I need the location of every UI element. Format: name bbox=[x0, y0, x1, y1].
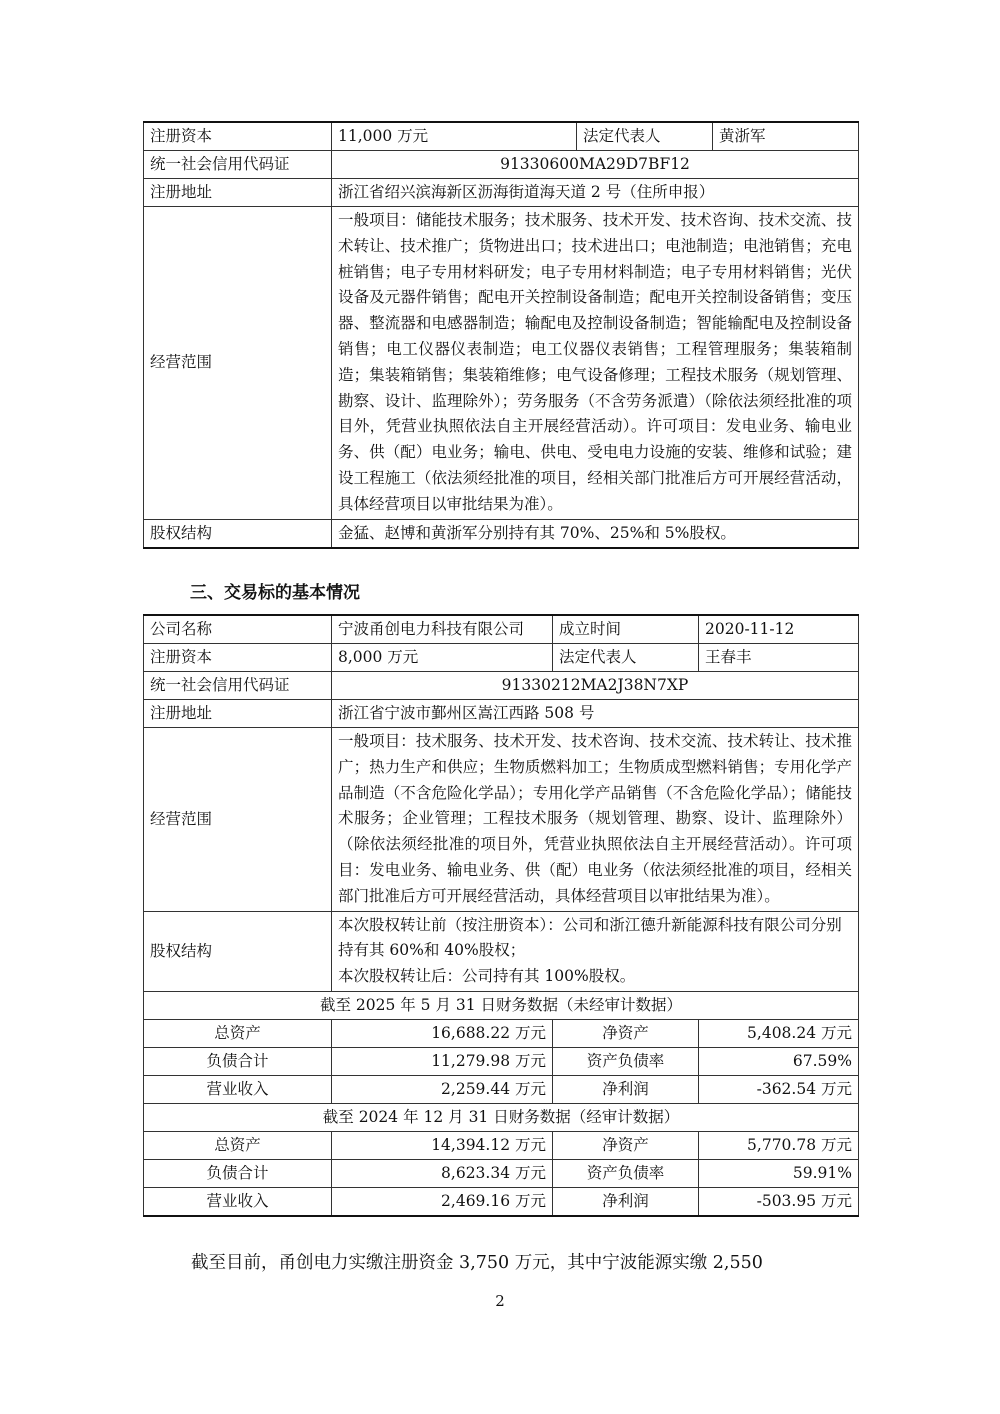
table-row bbox=[144, 122, 859, 151]
equity-label: 股权结构 bbox=[144, 911, 332, 991]
liabilities-value: 8,623.34 万元 bbox=[332, 1159, 553, 1187]
table-row bbox=[144, 519, 859, 548]
net-assets-label: 净资产 bbox=[553, 1131, 699, 1159]
total-assets-label: 总资产 bbox=[144, 1131, 332, 1159]
table-row bbox=[144, 1019, 859, 1047]
reg-capital-label: 注册资本 bbox=[144, 644, 332, 672]
net-assets-value: 5,408.24 万元 bbox=[699, 1019, 859, 1047]
address-value: 浙江省宁波市鄞州区嵩江西路 508 号 bbox=[332, 700, 859, 728]
revenue-value: 2,259.44 万元 bbox=[332, 1075, 553, 1103]
liabilities-label: 负债合计 bbox=[144, 1047, 332, 1075]
equity-value: 金猛、赵博和黄浙军分别持有其 70%、25%和 5%股权。 bbox=[332, 519, 859, 548]
address-value: 浙江省绍兴滨海新区沥海街道海天道 2 号（住所申报） bbox=[332, 179, 859, 207]
net-assets-label: 净资产 bbox=[553, 1019, 699, 1047]
ratio-label: 资产负债率 bbox=[553, 1047, 699, 1075]
table-row bbox=[144, 700, 859, 728]
net-assets-value: 5,770.78 万元 bbox=[699, 1131, 859, 1159]
table-row bbox=[144, 644, 859, 672]
revenue-label: 营业收入 bbox=[144, 1187, 332, 1216]
net-profit-label: 净利润 bbox=[553, 1075, 699, 1103]
ratio-value: 67.59% bbox=[699, 1047, 859, 1075]
ratio-value: 59.91% bbox=[699, 1159, 859, 1187]
founded-label: 成立时间 bbox=[553, 615, 699, 644]
founded-value: 2020-11-12 bbox=[699, 615, 859, 644]
equity-after: 本次股权转让后：公司持有其 100%股权。 bbox=[338, 967, 636, 986]
equity-value bbox=[332, 911, 859, 991]
legal-rep-label: 法定代表人 bbox=[553, 644, 699, 672]
page-number: 2 bbox=[495, 1292, 505, 1310]
table-row bbox=[144, 991, 859, 1019]
table-row bbox=[144, 728, 859, 912]
equity-label: 股权结构 bbox=[144, 519, 332, 548]
credit-code-label: 统一社会信用代码证 bbox=[144, 672, 332, 700]
legal-rep-label: 法定代表人 bbox=[577, 122, 713, 151]
address-label: 注册地址 bbox=[144, 700, 332, 728]
target-info-table bbox=[143, 614, 859, 1217]
table-row bbox=[144, 615, 859, 644]
legal-rep-value: 王春丰 bbox=[699, 644, 859, 672]
total-assets-value: 16,688.22 万元 bbox=[332, 1019, 553, 1047]
credit-code-value: 91330600MA29D7BF12 bbox=[332, 151, 859, 179]
table-row bbox=[144, 1131, 859, 1159]
total-assets-value: 14,394.12 万元 bbox=[332, 1131, 553, 1159]
section-heading: 三、交易标的基本情况 bbox=[190, 583, 360, 603]
liabilities-label: 负债合计 bbox=[144, 1159, 332, 1187]
table-row bbox=[144, 1187, 859, 1216]
equity-before: 本次股权转让前（按注册资本）：公司和浙江德升新能源科技有限公司分别持有其 60%和 40%股权； bbox=[338, 915, 842, 960]
table-row bbox=[144, 179, 859, 207]
table-row bbox=[144, 1075, 859, 1103]
revenue-label: 营业收入 bbox=[144, 1075, 332, 1103]
scope-value: 一般项目：技术服务、技术开发、技术咨询、技术交流、技术转让、技术推广；热力生产和供应；生物质燃料加工；生物质成型燃料销售；专用化学产品制造（不含危险化学品）；专用化学产品销售（不含危险化学品）；储能技术服务；企业管理；工程技术服务（规划管理、勘察、设计、监理除外）（除依法须经批准的项目外，凭营业执照依法自主开展经营活动）。许可项目：发电业务、输电业务、供（配）电业务（依法须经批准的项目，经相关部门批准后方可开展经营活动，具体经营项目以审批结果为准）。 bbox=[332, 728, 859, 912]
scope-label: 经营范围 bbox=[144, 728, 332, 912]
net-profit-value: -362.54 万元 bbox=[699, 1075, 859, 1103]
counterparty-info-table bbox=[143, 121, 859, 549]
scope-value: 一般项目：储能技术服务；技术服务、技术开发、技术咨询、技术交流、技术转让、技术推广；货物进出口；技术进出口；电池制造；电池销售；充电桩销售；电子专用材料研发；电子专用材料制造；电子专用材料销售；光伏设备及元器件销售；配电开关控制设备制造；配电开关控制设备销售；变压器、整流器和电感器制造；输配电及控制设备制造；智能输配电及控制设备销售；电工仪器仪表制造；电工仪器仪表销售；工程管理服务；集装箱制造；集装箱销售；集装箱维修；电气设备修理；工程技术服务（规划管理、勘察、设计、监理除外）；劳务服务（不含劳务派遣）（除依法须经批准的项目外，凭营业执照依法自主开展经营活动）。许可项目：发电业务、输电业务、供（配）电业务；输电、供电、受电电力设施的安装、维修和试验；建设工程施工（依法须经批准的项目，经相关部门批准后方可开展经营活动，具体经营项目以审批结果为准）。 bbox=[332, 207, 859, 520]
net-profit-value: -503.95 万元 bbox=[699, 1187, 859, 1216]
credit-code-label: 统一社会信用代码证 bbox=[144, 151, 332, 179]
ratio-label: 资产负债率 bbox=[553, 1159, 699, 1187]
reg-capital-label: 注册资本 bbox=[144, 122, 332, 151]
table-row bbox=[144, 151, 859, 179]
table-row bbox=[144, 911, 859, 991]
fin-2025-heading: 截至 2025 年 5 月 31 日财务数据（未经审计数据） bbox=[144, 991, 859, 1019]
liabilities-value: 11,279.98 万元 bbox=[332, 1047, 553, 1075]
total-assets-label: 总资产 bbox=[144, 1019, 332, 1047]
reg-capital-value: 8,000 万元 bbox=[332, 644, 553, 672]
table-row bbox=[144, 1103, 859, 1131]
reg-capital-value: 11,000 万元 bbox=[332, 122, 577, 151]
body-paragraph: 截至目前，甬创电力实缴注册资金 3,750 万元，其中宁波能源实缴 2,550 bbox=[191, 1253, 763, 1273]
table-row bbox=[144, 672, 859, 700]
revenue-value: 2,469.16 万元 bbox=[332, 1187, 553, 1216]
fin-2024-heading: 截至 2024 年 12 月 31 日财务数据（经审计数据） bbox=[144, 1103, 859, 1131]
credit-code-value: 91330212MA2J38N7XP bbox=[332, 672, 859, 700]
table-row bbox=[144, 207, 859, 520]
company-value: 宁波甬创电力科技有限公司 bbox=[332, 615, 553, 644]
net-profit-label: 净利润 bbox=[553, 1187, 699, 1216]
address-label: 注册地址 bbox=[144, 179, 332, 207]
table-row bbox=[144, 1047, 859, 1075]
scope-label: 经营范围 bbox=[144, 207, 332, 520]
company-label: 公司名称 bbox=[144, 615, 332, 644]
table-row bbox=[144, 1159, 859, 1187]
legal-rep-value: 黄浙军 bbox=[713, 122, 859, 151]
